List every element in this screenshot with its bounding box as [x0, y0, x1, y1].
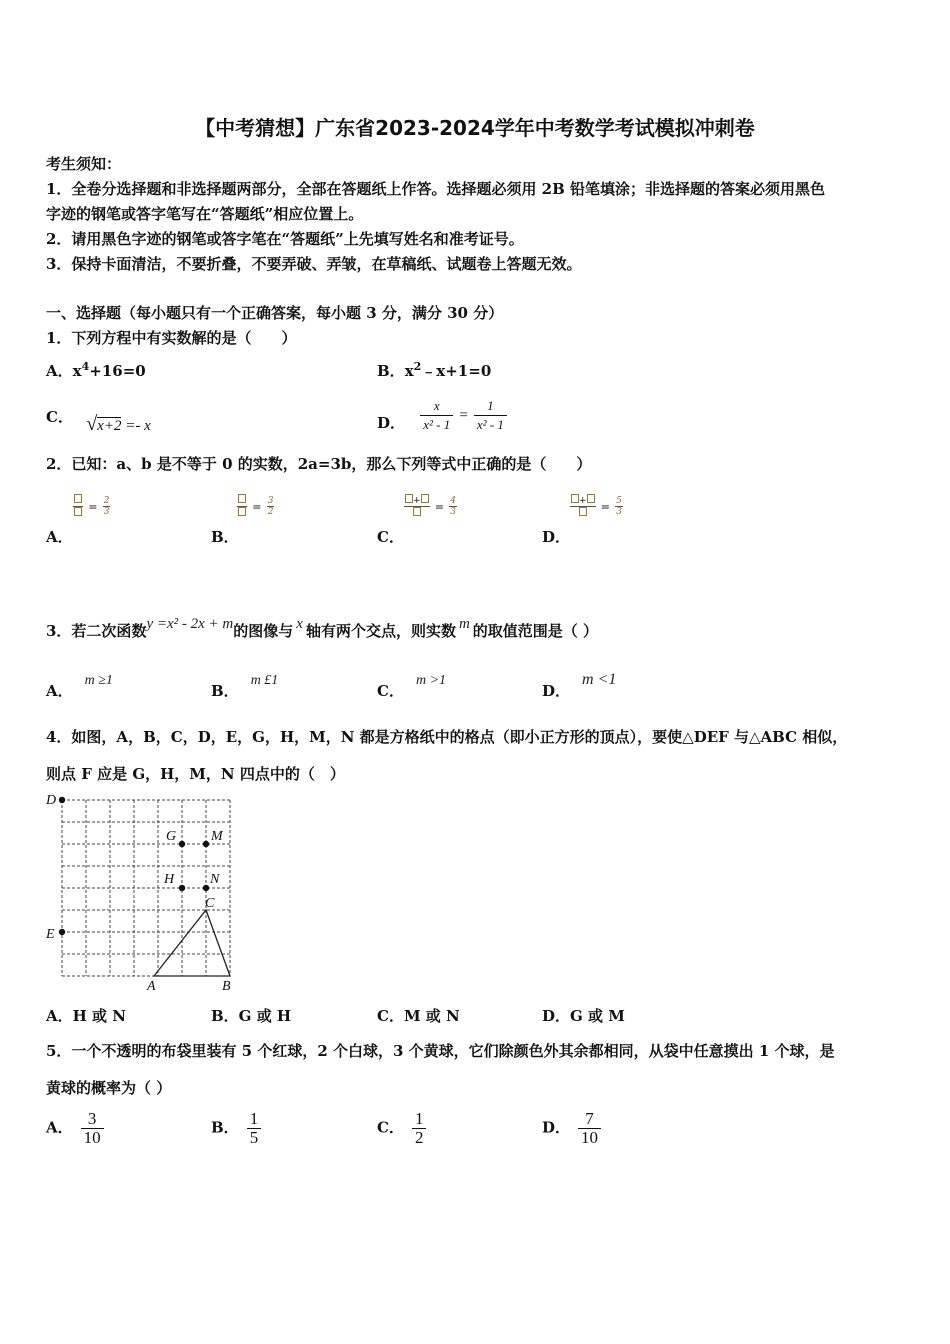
- label-g: G: [166, 829, 177, 844]
- notice-line-1a: 1．全卷分选择题和非选择题两部分，全部在答题纸上作答。选择题必须用 2B 铅笔填涂；非选择题的答案必须用黑色: [46, 180, 826, 198]
- q4-stem-2: 则点 F 应是 G，H，M，N 四点中的（ ）: [46, 765, 345, 783]
- point-n: [203, 885, 209, 891]
- q2-option-d[interactable]: D．: [542, 528, 571, 546]
- q3-option-a[interactable]: A．m ≥1: [46, 673, 113, 700]
- q5-option-a[interactable]: A． $\frac{3}{10}$: [46, 1110, 104, 1147]
- label-d: D: [46, 793, 57, 808]
- q5-option-b[interactable]: B． $\frac{1}{5}$: [211, 1110, 261, 1147]
- q2-stem: 2．已知：a、b 是不等于 0 的实数，2a=3b，那么下列等式中正确的是（ ）: [46, 455, 592, 473]
- q3-stem: 3．若二次函数y =x² - 2x + m的图像与 x 轴有两个交点，则实数 m 的取值范围是（ ）: [46, 616, 599, 640]
- q4-option-d[interactable]: D．G 或 M: [542, 1007, 625, 1025]
- q2-formula-a: = $\frac{2}{3}$: [73, 494, 110, 519]
- q2-formula-d: + = $\frac{5}{3}$: [570, 494, 623, 519]
- notice-line-2: 2．请用黑色字迹的钢笔或答字笔在“答题纸”上先填写姓名和准考证号。: [46, 230, 524, 248]
- label-b: B: [222, 979, 231, 994]
- q4-option-a[interactable]: A．H 或 N: [46, 1007, 126, 1025]
- q1-stem: 1．下列方程中有实数解的是（ ）: [46, 329, 297, 347]
- q1-option-b[interactable]: B．$x^2﹣x+1=0$: [377, 360, 492, 380]
- grid-figure: [44, 788, 244, 994]
- label-h: H: [164, 872, 175, 887]
- point-m: [203, 841, 209, 847]
- q5-stem-2: 黄球的概率为（ ）: [46, 1079, 172, 1097]
- q3-option-b[interactable]: B．m £1: [211, 673, 279, 700]
- q4-option-b[interactable]: B．G 或 H: [211, 1007, 292, 1025]
- q4-option-c[interactable]: C．M 或 N: [377, 1007, 460, 1025]
- q2-formula-c: + = $\frac{4}{3}$: [404, 494, 457, 519]
- q1-option-d[interactable]: D． $\frac{x}{\text{x² - 1}}$ = $\frac{1}{\text{x² - 1}}$: [377, 397, 507, 434]
- q2-option-a[interactable]: A．: [46, 528, 73, 546]
- label-m: M: [211, 829, 223, 844]
- q1-option-c[interactable]: C． √x+2 =- x: [46, 408, 151, 435]
- label-n: N: [210, 872, 220, 887]
- notice-line-3: 3．保持卡面清洁，不要折叠，不要弄破、弄皱，在草稿纸、试题卷上答题无效。: [46, 255, 582, 273]
- q2-option-c[interactable]: C．: [377, 528, 404, 546]
- q2-formula-b: = $\frac{3}{2}$: [237, 494, 274, 519]
- point-e: [59, 929, 65, 935]
- q4-stem-1: 4．如图，A，B，C，D，E，G，H，M，N 都是方格纸中的格点（即小正方形的顶点），要使△DEF 与△ABC 相似，: [46, 728, 848, 746]
- notice-heading: 考生须知：: [46, 155, 122, 173]
- label-c: C: [205, 896, 215, 911]
- point-d: [59, 797, 65, 803]
- label-e: E: [46, 927, 55, 942]
- q5-option-d[interactable]: D． $\frac{7}{10}$: [542, 1110, 601, 1147]
- q3-option-d[interactable]: D．m <1: [542, 671, 617, 700]
- q5-option-c[interactable]: C． $\frac{1}{2}$: [377, 1110, 426, 1147]
- label-a: A: [147, 979, 156, 994]
- point-g: [179, 841, 185, 847]
- radical-icon: √: [86, 413, 98, 435]
- page-title: 【中考猜想】广东省2023-2024学年中考数学考试模拟冲刺卷: [195, 116, 755, 140]
- section-heading: 一、选择题（每小题只有一个正确答案，每小题 3 分，满分 30 分）: [46, 304, 504, 322]
- triangle-abc: [154, 910, 230, 976]
- q1-option-a[interactable]: A．$x^4+16=0$: [46, 360, 146, 380]
- notice-line-1b: 字迹的钢笔或答字笔写在“答题纸”相应位置上。: [46, 205, 364, 223]
- point-h: [179, 885, 185, 891]
- q3-option-c[interactable]: C．m >1: [377, 673, 447, 700]
- q2-option-b[interactable]: B．: [211, 528, 239, 546]
- q5-stem-1: 5．一个不透明的布袋里装有 5 个红球，2 个白球，3 个黄球，它们除颜色外其余都相同，从袋中任意摸出 1 个球，是: [46, 1042, 835, 1060]
